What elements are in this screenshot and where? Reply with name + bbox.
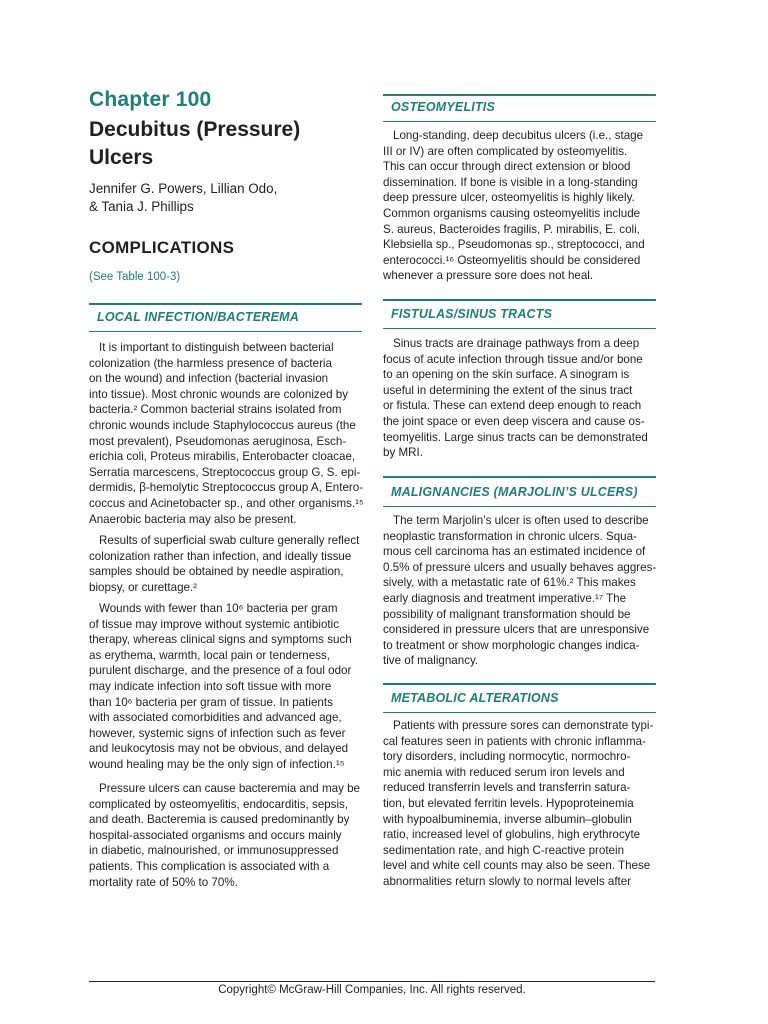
text-line: tory disorders, including normocytic, normochro- xyxy=(383,750,631,764)
section-rule xyxy=(89,331,362,332)
section-rule xyxy=(383,94,656,96)
section-heading-fistulas: FISTULAS/SINUS TRACTS xyxy=(391,307,553,321)
paragraph xyxy=(89,781,362,890)
text-line: and death. Bacteremia is caused predominantly by xyxy=(89,813,350,827)
text-line: Klebsiella sp., Pseudomonas sp., streptococci, and xyxy=(383,238,645,252)
text-line: samples should be obtained by needle aspiration, xyxy=(89,565,344,579)
section-rule xyxy=(383,121,656,122)
section-rule xyxy=(383,476,656,478)
paragraph xyxy=(89,601,362,773)
text-line: however, systemic signs of infection such as fever xyxy=(89,726,346,740)
text-line: Serratia marcescens, Streptococcus group G, S. epi- xyxy=(89,465,361,479)
text-line: the joint space or even deep viscera and cause os- xyxy=(383,414,645,428)
text-line: as erythema, warmth, local pain or tenderness, xyxy=(89,648,331,662)
text-line: Long-standing, deep decubitus ulcers (i.e., stage xyxy=(393,129,644,142)
section-rule xyxy=(383,299,656,301)
chapter-number: Chapter 100 xyxy=(89,88,212,111)
text-line: hospital-associated organisms and occurs mainly xyxy=(89,828,342,842)
text-line: colonization rather than infection, and ideally tissue xyxy=(89,549,352,563)
text-line: purulent discharge, and the presence of a foul odor xyxy=(89,664,352,678)
text-line: mic anemia with reduced serum iron levels and xyxy=(383,765,625,779)
text-line: teomyelitis. Large sinus tracts can be demonstrated xyxy=(383,430,648,444)
text-line: S. aureus, Bacteroides fragilis, P. mirabilis, E. coli, xyxy=(383,222,640,236)
text-line: therapy, whereas clinical signs and symptoms such xyxy=(89,633,352,647)
text-line: considered in pressure ulcers that are unresponsive xyxy=(383,623,650,637)
text-line: deep pressure ulcer, osteomyelitis is highly likely. xyxy=(383,191,635,205)
text-line: Patients with pressure sores can demonstrate typi- xyxy=(393,719,654,732)
paragraph xyxy=(383,513,656,669)
text-line: chronic wounds include Staphylococcus aureus (the xyxy=(89,418,356,432)
text-line: and leukocytosis may not be obvious, and delayed xyxy=(89,742,349,756)
text-line: useful in determining the extent of the sinus tract xyxy=(383,383,633,397)
text-line: patients. This complication is associated with a xyxy=(89,859,330,873)
text-line: Results of superficial swab culture generally reflect xyxy=(99,534,360,547)
text-line: neoplastic transformation in chronic ulcers. Squa- xyxy=(383,529,637,543)
text-line: to an opening on the skin surface. A sinogram is xyxy=(383,368,630,382)
text-line: of tissue may improve without systemic antibiotic xyxy=(89,617,340,631)
text-line: mortality rate of 50% to 70%. xyxy=(89,875,238,889)
text-line: This can occur through direct extension or blood xyxy=(383,160,631,174)
text-line: or fistula. These can extend deep enough to reach xyxy=(383,399,642,413)
section-heading-local-infection: LOCAL INFECTION/BACTEREMA xyxy=(97,310,299,324)
text-line: It is important to distinguish between bacterial xyxy=(99,341,334,354)
text-line: with hypoalbuminemia, inverse albumin–globulin xyxy=(383,812,632,826)
text-line: in diabetic, malnourished, or immunosuppressed xyxy=(89,844,339,858)
text-line: reduced transferrin levels and transferrin satura- xyxy=(383,781,631,795)
text-line: on the wound) and infection (bacterial invasion xyxy=(89,372,329,386)
text-line: wound healing may be the only sign of infection.¹⁵ xyxy=(89,757,345,771)
text-line: sively, with a metastatic rate of 61%.² This makes xyxy=(383,576,636,590)
text-line: may indicate infection into soft tissue with more xyxy=(89,679,332,693)
authors xyxy=(89,180,277,216)
text-line: sedimentation rate, and high C-reactive protein xyxy=(383,843,625,857)
text-line: whenever a pressure sore does not heal. xyxy=(383,269,594,283)
text-line: III or IV) are often complicated by osteomyelitis. xyxy=(383,144,628,158)
section-heading-osteomyelitis: OSTEOMYELITIS xyxy=(391,100,495,114)
section-rule xyxy=(89,303,362,305)
text-line: tive of malignancy. xyxy=(383,654,479,668)
section-rule xyxy=(383,683,656,685)
see-table-link[interactable]: (See Table 100-3) xyxy=(89,271,181,283)
chapter-title xyxy=(89,116,300,172)
text-line: Sinus tracts are drainage pathways from a deep xyxy=(393,337,640,350)
text-line: dermidis, β-hemolytic Streptococcus group A, Entero- xyxy=(89,481,364,495)
text-line: 0.5% of pressure ulcers and usually behaves aggres- xyxy=(383,560,657,574)
text-line: The term Marjolin’s ulcer is often used to describe xyxy=(393,514,649,527)
authors-line: & Tania J. Phillips xyxy=(89,199,194,214)
paragraph xyxy=(89,340,362,527)
section-rule xyxy=(383,712,656,713)
section-heading-malignancies: MALIGNANCIES (MARJOLIN’S ULCERS) xyxy=(391,485,638,499)
text-line: coccus and Acinetobacter sp., and other organisms.¹⁵ xyxy=(89,496,364,510)
text-line: Pressure ulcers can cause bacteremia and may be xyxy=(99,782,360,795)
footer-rule xyxy=(89,981,655,982)
text-line: mous cell carcinoma has an estimated incidence of xyxy=(383,545,646,559)
text-line: erichia coli, Proteus mirabilis, Enterobacter cloacae, xyxy=(89,450,356,464)
copyright-footer: Copyright© McGraw-Hill Companies, Inc. All rights reserved. xyxy=(218,984,526,996)
text-line: colonization (the harmless presence of bacteria xyxy=(89,356,332,370)
text-line: tion, but elevated ferritin levels. Hypoproteinemia xyxy=(383,796,634,810)
text-line: Anaerobic bacteria may also be present. xyxy=(89,512,297,526)
text-line: to treatment or show morphologic changes indica- xyxy=(383,638,640,652)
paragraph xyxy=(383,718,656,890)
paragraph xyxy=(383,128,656,284)
text-line: Common organisms causing osteomyelitis include xyxy=(383,206,641,220)
chapter-title-line: Ulcers xyxy=(89,146,154,169)
text-line: level and white cell counts may also be seen. These xyxy=(383,859,651,873)
text-line: than 10⁶ bacteria per gram of tissue. In patients xyxy=(89,695,333,709)
text-line: complicated by osteomyelitis, endocarditis, sepsis, xyxy=(89,797,349,811)
text-line: ratio, increased level of globulins, high erythrocyte xyxy=(383,828,641,842)
text-line: bacteria.² Common bacterial strains isolated from xyxy=(89,403,342,417)
chapter-title-line: Decubitus (Pressure) xyxy=(89,118,301,141)
text-line: focus of acute infection through tissue and/or bone xyxy=(383,352,643,366)
text-line: dissemination. If bone is visible in a long-standing xyxy=(383,175,638,189)
section-rule xyxy=(383,506,656,507)
text-line: early diagnosis and treatment imperative.¹⁷ The xyxy=(383,591,627,605)
paragraph xyxy=(89,533,362,595)
text-line: most prevalent), Pseudomonas aeruginosa, Esch- xyxy=(89,434,347,448)
complications-heading: COMPLICATIONS xyxy=(89,238,235,257)
text-line: possibility of malignant transformation should be xyxy=(383,607,631,621)
section-heading-metabolic: METABOLIC ALTERATIONS xyxy=(391,691,559,705)
text-line: abnormalities return slowly to normal levels after xyxy=(383,874,632,888)
text-line: biopsy, or curettage.² xyxy=(89,580,198,594)
section-rule xyxy=(383,328,656,329)
text-line: by MRI. xyxy=(383,446,423,460)
paragraph xyxy=(383,336,656,461)
text-line: enterococci.¹⁶ Osteomyelitis should be considered xyxy=(383,253,641,267)
text-line: with associated comorbidities and advanced age, xyxy=(89,711,342,725)
authors-line: Jennifer G. Powers, Lillian Odo, xyxy=(89,181,278,196)
text-line: Wounds with fewer than 10⁶ bacteria per gram xyxy=(99,602,338,615)
text-line: into tissue). Most chronic wounds are colonized by xyxy=(89,387,349,401)
text-line: cal features seen in patients with chronic inflamma- xyxy=(383,734,646,748)
